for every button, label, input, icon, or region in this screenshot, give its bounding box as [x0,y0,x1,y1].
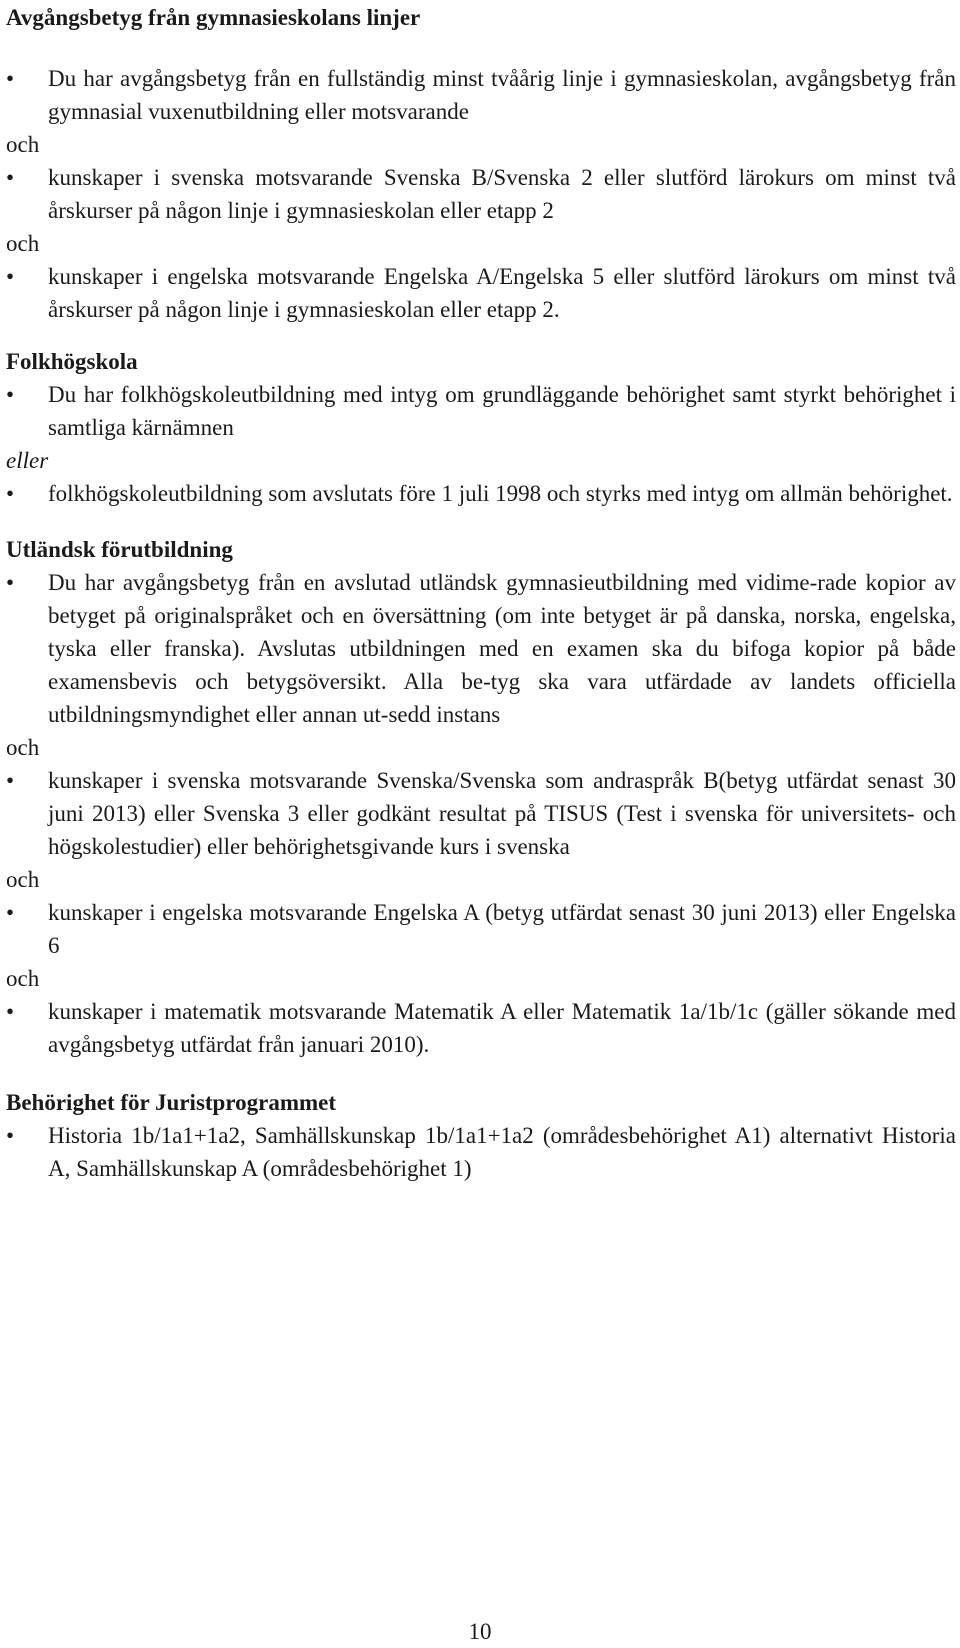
list-item: • kunskaper i svenska motsvarande Svenska B/Svenska 2 eller slutförd lärokurs om minst två årskurser på någon linje i gymnasieskolan eller etapp 2 [6,161,956,227]
section-gymnasieskolans-linjer [6,2,956,326]
conjunction: och [6,735,40,760]
list-item: • kunskaper i engelska motsvarande Engelska A (betyg utfärdat senast 30 juni 2013) eller Engelska 6 [6,896,956,962]
list-item: • Historia 1b/1a1+1a2, Samhällskunskap 1b/1a1+1a2 (områdesbehörighet A1) alternativt Historia A, Samhällskunskap A (områdesbehörighet 1) [6,1119,956,1185]
list-item: • kunskaper i svenska motsvarande Svenska/Svenska som andraspråk B(betyg utfärdat senast 30 juni 2013) eller Svenska 3 eller godkänt resultat på TISUS (Test i svenska för universitets- och högskolestudier) eller behörighetsgivande kurs i svenska [6,764,956,863]
section-juristprogrammet [6,1087,956,1185]
page-number: 10 [468,1619,492,1644]
section-heading: Behörighet för Juristprogrammet [6,1090,337,1115]
section-heading: Avgångsbetyg från gymnasieskolans linjer [6,5,421,30]
list-item: • kunskaper i matematik motsvarande Matematik A eller Matematik 1a/1b/1c (gäller sökande med avgångsbetyg utfärdat från januari 2010). [6,995,956,1061]
section-heading: Utländsk förutbildning [6,537,233,562]
section-heading: Folkhögskola [6,349,138,374]
list-item: • Du har avgångsbetyg från en avslutad utländsk gymnasieutbildning med vidime-rade kopior av betyget på originalspråket och en översättning (om inte betyget är på danska, norska, engelska, tyska eller franska). Avslutas utbildningen med en examen ska du bifoga kopior på både examensbevis och betygsöversikt. Alla be-tyg ska vara utfärdade av landets officiella utbildningsmyndighet eller annan ut-sedd instans [6,566,956,731]
section-folkhogskola [6,346,956,510]
conjunction: och [6,231,40,256]
conjunction: eller [6,448,49,473]
list-item: • Du har folkhögskoleutbildning med intyg om grundläggande behörighet samt styrkt behörighet i samtliga kärnämnen [6,378,956,444]
list-item: • Du har avgångsbetyg från en fullständig minst tvåårig linje i gymnasieskolan, avgångsbetyg från gymnasial vuxenutbildning eller motsvarande [6,62,956,128]
conjunction: och [6,132,40,157]
document-page [6,0,956,1185]
list-item: • folkhögskoleutbildning som avslutats före 1 juli 1998 och styrks med intyg om allmän behörighet. [6,477,956,510]
list-item: • kunskaper i engelska motsvarande Engelska A/Engelska 5 eller slutförd lärokurs om minst två årskurser på någon linje i gymnasieskolan eller etapp 2. [6,260,956,326]
conjunction: och [6,966,40,991]
section-utlandsk-forutbildning [6,534,956,1061]
conjunction: och [6,867,40,892]
